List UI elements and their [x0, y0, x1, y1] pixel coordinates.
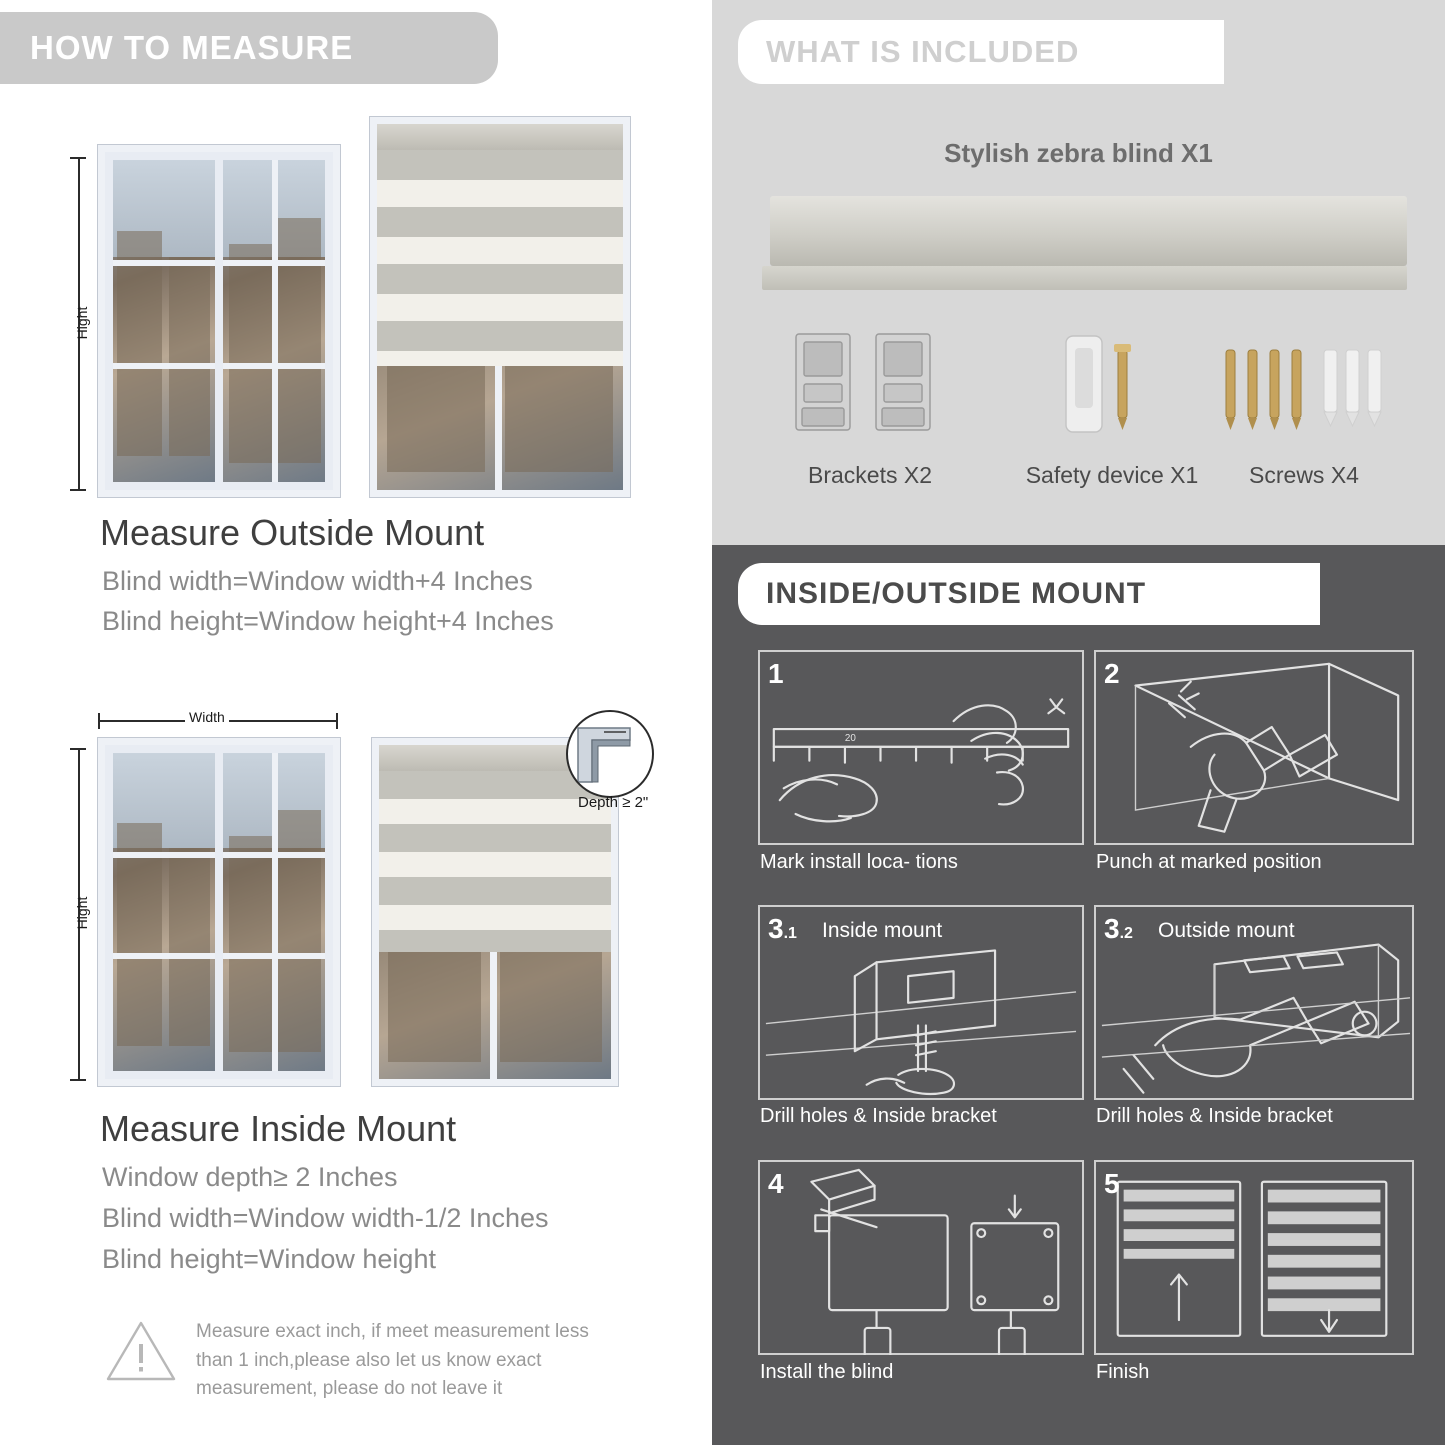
step-3-1-inline-label: Inside mount	[822, 919, 943, 942]
zebra-blind-headrail-lip	[762, 266, 1407, 290]
depth-callout-circle	[566, 710, 654, 798]
warning-triangle-icon	[104, 1318, 178, 1384]
step-5-caption: Finish	[1096, 1361, 1150, 1383]
measure-note-text: Measure exact inch, if meet measurement less than 1 inch,please also let us know exact measurement, please do not leave it	[196, 1321, 589, 1399]
step-1-number: 1	[768, 658, 784, 689]
inside-outside-mount-section	[712, 545, 1445, 1445]
outside-mount-line1: Blind width=Window width+4 Inches	[102, 566, 533, 596]
window-pane-right	[223, 160, 325, 482]
inside-outside-mount-banner: INSIDE/OUTSIDE MOUNT	[738, 563, 1320, 625]
what-is-included-banner: WHAT IS INCLUDED	[738, 20, 1224, 84]
inside-mount-figure	[0, 690, 712, 1110]
outside-mount-heading: Measure Outside Mount	[100, 512, 485, 553]
inside-mount-line2: Blind width=Window width-1/2 Inches	[102, 1203, 549, 1233]
inside-mount-line3: Blind height=Window height	[102, 1244, 436, 1274]
how-to-measure-banner: HOW TO MEASURE	[0, 12, 498, 84]
svg-text:20: 20	[844, 732, 856, 744]
step-4-caption: Install the blind	[760, 1361, 894, 1383]
step-3-2-inline-label: Outside mount	[1158, 919, 1295, 942]
part-label-safety-device: Safety device X1	[1025, 462, 1199, 488]
step-2-number: 2	[1104, 658, 1120, 689]
zebra-blind-headrail	[770, 196, 1407, 266]
step-4-number: 4	[768, 1168, 784, 1199]
depth-label: Depth ≥ 2"	[578, 794, 649, 811]
step-3-2-number	[1104, 913, 1133, 945]
zebra-shade-fabric	[377, 124, 623, 366]
measure-note	[104, 1318, 624, 1404]
step-5-number: 5	[1104, 1168, 1120, 1199]
blind-inside-mount	[372, 738, 618, 1086]
inside-mount-line1: Window depth≥ 2 Inches	[102, 1162, 398, 1192]
building-shape	[276, 218, 321, 463]
step-3-2-illustration	[1094, 905, 1414, 1100]
inside-width-tick-left	[98, 713, 100, 729]
brackets-illustration	[790, 330, 950, 440]
step-2-illustration	[1094, 650, 1414, 845]
step-2-caption: Punch at marked position	[1096, 851, 1322, 873]
step-3-1-number	[768, 913, 797, 945]
inside-mount-heading: Measure Inside Mount	[100, 1108, 457, 1149]
how-to-measure-section	[0, 0, 712, 1445]
what-is-included-section	[712, 0, 1445, 545]
part-label-screws: Screws X4	[1249, 462, 1359, 488]
building-shape	[229, 244, 272, 463]
step-3-1-caption: Drill holes & Inside bracket	[760, 1105, 997, 1127]
safety-device-illustration	[1058, 332, 1168, 438]
outside-mount-line2: Blind height=Window height+4 Inches	[102, 606, 554, 636]
included-product-title: Stylish zebra blind X1	[944, 138, 1213, 168]
window-panes	[113, 160, 325, 482]
step-3-1-illustration	[758, 905, 1084, 1100]
inside-height-tick-bottom	[70, 1079, 86, 1081]
window-pane-right	[223, 753, 325, 1071]
step-5-illustration	[1094, 1160, 1414, 1355]
window-inside-mount	[98, 738, 340, 1086]
part-label-brackets: Brackets X2	[808, 462, 932, 488]
window-outside-mount	[98, 145, 340, 497]
outside-mount-figure	[0, 95, 712, 515]
inside-width-tick-right	[336, 713, 338, 729]
step-3-1-num-sub: .1	[783, 925, 797, 942]
screws-illustration	[1218, 336, 1390, 436]
building-shape	[169, 257, 210, 457]
inside-width-label: Width	[185, 709, 229, 725]
outside-height-label: Hight	[74, 306, 90, 340]
inside-height-tick-top	[70, 748, 86, 750]
window-pane-left	[113, 753, 215, 1071]
step-1-caption: Mark install loca- tions	[760, 851, 958, 873]
blind-outside-mount	[370, 117, 630, 497]
outside-height-tick-bottom	[70, 489, 86, 491]
step-1-illustration	[758, 650, 1084, 845]
window-pane-left	[113, 160, 215, 482]
step-3-2-num-main: 3	[1104, 913, 1120, 944]
step-3-1-num-main: 3	[768, 913, 784, 944]
step-3-2-num-sub: .2	[1119, 925, 1133, 942]
inside-height-label: Hight	[74, 896, 90, 930]
step-3-2-caption: Drill holes & Inside bracket	[1096, 1105, 1333, 1127]
step-4-illustration	[758, 1160, 1084, 1355]
outside-height-tick-top	[70, 157, 86, 159]
